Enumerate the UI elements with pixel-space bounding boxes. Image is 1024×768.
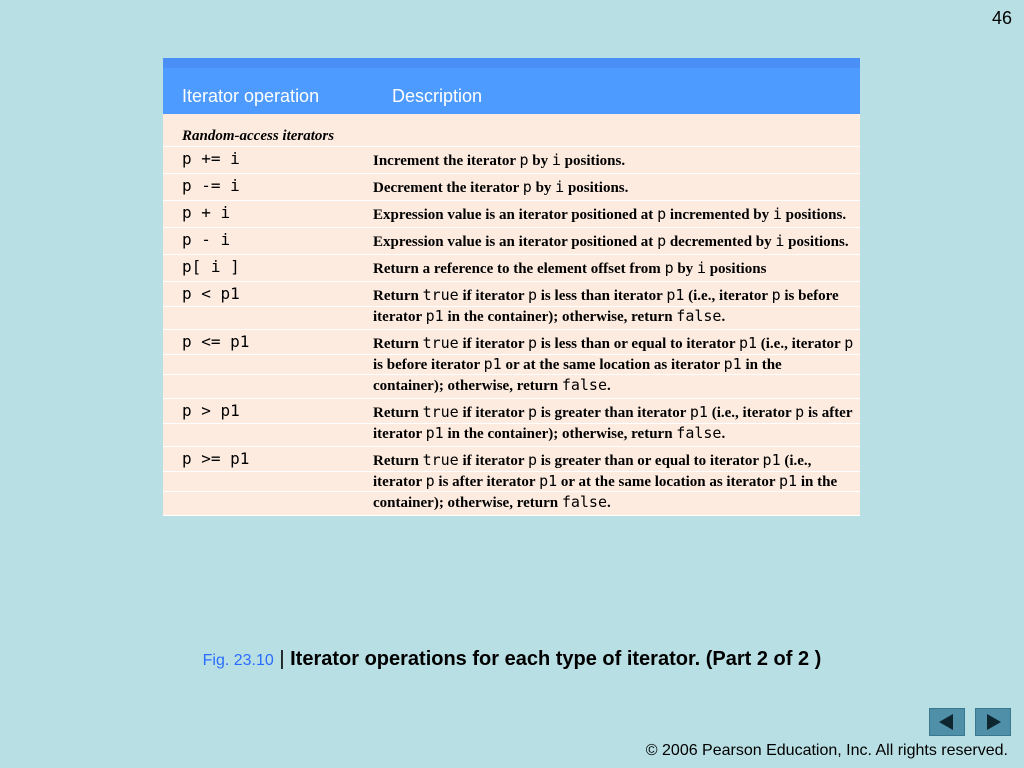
description-text: in the container); otherwise, return bbox=[443, 426, 677, 442]
row-separator bbox=[163, 306, 860, 307]
triangle-left-icon bbox=[939, 714, 953, 730]
description-text: if iterator bbox=[458, 336, 528, 352]
description-text: . bbox=[607, 378, 611, 394]
operation-cell: p += i bbox=[182, 149, 240, 168]
code-token: true bbox=[422, 403, 459, 421]
row-separator bbox=[163, 491, 860, 492]
row-separator bbox=[163, 354, 860, 355]
code-token: p bbox=[664, 259, 674, 277]
description-text: is before iterator bbox=[373, 357, 484, 373]
code-token: p1 bbox=[666, 286, 685, 304]
description-cell bbox=[373, 330, 860, 398]
table-row bbox=[163, 228, 860, 255]
code-token: false bbox=[561, 376, 607, 394]
code-token: p1 bbox=[539, 472, 558, 490]
code-token: i bbox=[772, 205, 782, 223]
code-token: p bbox=[527, 403, 538, 421]
code-token: p bbox=[771, 286, 781, 304]
code-token: false bbox=[561, 493, 607, 511]
description-cell bbox=[373, 174, 860, 200]
description-text: in the container); otherwise, return bbox=[443, 309, 677, 325]
description-text: (i.e., iterator bbox=[707, 405, 796, 421]
description-text: . bbox=[721, 309, 726, 325]
description-text: is less than or equal to iterator bbox=[537, 336, 739, 352]
code-token: p bbox=[657, 205, 667, 223]
code-token: true bbox=[422, 334, 459, 352]
code-token: p1 bbox=[762, 451, 781, 469]
description-text: Decrement the iterator bbox=[373, 180, 523, 196]
description-text: . bbox=[721, 426, 726, 442]
operation-cell: p -= i bbox=[182, 176, 240, 195]
description-text: if iterator bbox=[458, 453, 528, 469]
description-text: positions. bbox=[560, 153, 626, 169]
description-text: Return bbox=[373, 288, 423, 304]
triangle-right-icon bbox=[987, 714, 1001, 730]
table-row bbox=[163, 330, 860, 399]
description-text: (i.e., iterator bbox=[373, 453, 812, 490]
code-token: false bbox=[676, 307, 722, 325]
description-text: (i.e., iterator bbox=[684, 288, 772, 304]
description-text: is greater than iterator bbox=[537, 405, 690, 421]
description-text: positions. bbox=[784, 234, 849, 250]
code-token: p bbox=[519, 151, 529, 169]
table-row bbox=[163, 399, 860, 447]
slide-navigation bbox=[929, 708, 1011, 736]
description-text: Return bbox=[373, 405, 423, 421]
description-text: Return bbox=[373, 453, 423, 469]
figure-label: Fig. 23.10 bbox=[202, 652, 274, 669]
description-text: positions bbox=[705, 261, 767, 277]
table-body bbox=[163, 147, 860, 516]
previous-slide-button[interactable] bbox=[929, 708, 965, 736]
figure-caption bbox=[0, 648, 1024, 671]
description-text: Return a reference to the element offset from bbox=[373, 261, 665, 277]
code-token: p bbox=[657, 232, 667, 250]
operation-cell: p >= p1 bbox=[182, 449, 250, 468]
section-title: Random-access iterators bbox=[182, 128, 335, 144]
code-token: p1 bbox=[689, 403, 708, 421]
code-token: p1 bbox=[483, 355, 502, 373]
description-text: (i.e., iterator bbox=[757, 336, 845, 352]
header-description: Description bbox=[392, 86, 483, 106]
description-cell bbox=[373, 447, 860, 515]
description-text: incremented by bbox=[666, 207, 773, 223]
code-token: p bbox=[844, 334, 854, 352]
code-token: p bbox=[527, 286, 538, 304]
description-text: Expression value is an iterator positioned at bbox=[373, 234, 658, 250]
row-separator bbox=[163, 374, 860, 375]
code-token: i bbox=[551, 151, 561, 169]
code-token: p bbox=[795, 403, 805, 421]
code-token: p bbox=[425, 472, 435, 490]
description-text: or at the same location as iterator bbox=[557, 474, 780, 490]
description-text: is after iterator bbox=[434, 474, 540, 490]
description-text: in the container); otherwise, return bbox=[373, 474, 838, 511]
operation-cell: p[ i ] bbox=[182, 257, 240, 276]
code-token: p1 bbox=[723, 355, 742, 373]
description-text: positions. bbox=[781, 207, 847, 223]
description-text: by bbox=[673, 261, 697, 277]
copyright-footer: © 2006 Pearson Education, Inc. All rights reserved. bbox=[645, 742, 1008, 759]
operation-cell: p > p1 bbox=[182, 401, 240, 420]
header-operation: Iterator operation bbox=[182, 86, 320, 106]
table-header bbox=[163, 58, 860, 114]
slide-number: 46 bbox=[991, 8, 1012, 28]
table-row bbox=[163, 174, 860, 201]
operation-cell: p - i bbox=[182, 230, 231, 249]
code-token: i bbox=[555, 178, 565, 196]
table-row bbox=[163, 201, 860, 228]
table-row bbox=[163, 447, 860, 516]
section-heading bbox=[163, 114, 860, 147]
description-text: is before iterator bbox=[373, 288, 839, 325]
table-row bbox=[163, 282, 860, 330]
operation-cell: p <= p1 bbox=[182, 332, 250, 351]
description-text: if iterator bbox=[458, 288, 528, 304]
operation-cell: p + i bbox=[182, 203, 231, 222]
figure-title: Iterator operations for each type of iterator. (Part 2 of 2 ) bbox=[290, 648, 822, 670]
description-text: by bbox=[528, 153, 552, 169]
row-separator bbox=[163, 423, 860, 424]
description-cell bbox=[373, 255, 860, 281]
code-token: p bbox=[527, 451, 538, 469]
description-text: by bbox=[531, 180, 556, 196]
code-token: true bbox=[422, 451, 459, 469]
code-token: p1 bbox=[738, 334, 758, 352]
description-cell bbox=[373, 201, 860, 227]
description-cell bbox=[373, 147, 860, 173]
code-token: false bbox=[676, 424, 722, 442]
code-token: p bbox=[527, 334, 538, 352]
operation-cell: p < p1 bbox=[182, 284, 240, 303]
row-separator bbox=[163, 471, 860, 472]
description-text: is after iterator bbox=[373, 405, 853, 442]
table-row bbox=[163, 255, 860, 282]
description-text: Expression value is an iterator positioned at bbox=[373, 207, 658, 223]
description-text: if iterator bbox=[458, 405, 528, 421]
code-token: i bbox=[775, 232, 785, 250]
description-text: is greater than or equal to iterator bbox=[537, 453, 763, 469]
description-text: positions. bbox=[564, 180, 629, 196]
description-text: in the container); otherwise, return bbox=[373, 357, 782, 394]
description-text: decremented by bbox=[666, 234, 776, 250]
description-text: Increment the iterator bbox=[373, 153, 520, 169]
next-slide-button[interactable] bbox=[975, 708, 1011, 736]
caption-separator: | bbox=[273, 648, 291, 670]
description-text: is less than iterator bbox=[537, 288, 667, 304]
iterator-operations-table bbox=[163, 58, 860, 516]
code-token: p1 bbox=[425, 307, 444, 325]
code-token: p1 bbox=[779, 472, 798, 490]
code-token: p1 bbox=[425, 424, 444, 442]
code-token: true bbox=[422, 286, 459, 304]
description-text: or at the same location as iterator bbox=[501, 357, 724, 373]
table-row bbox=[163, 147, 860, 174]
code-token: i bbox=[696, 259, 706, 277]
code-token: p bbox=[522, 178, 532, 196]
description-text: . bbox=[607, 495, 611, 511]
description-text: Return bbox=[373, 336, 423, 352]
description-cell bbox=[373, 228, 860, 254]
